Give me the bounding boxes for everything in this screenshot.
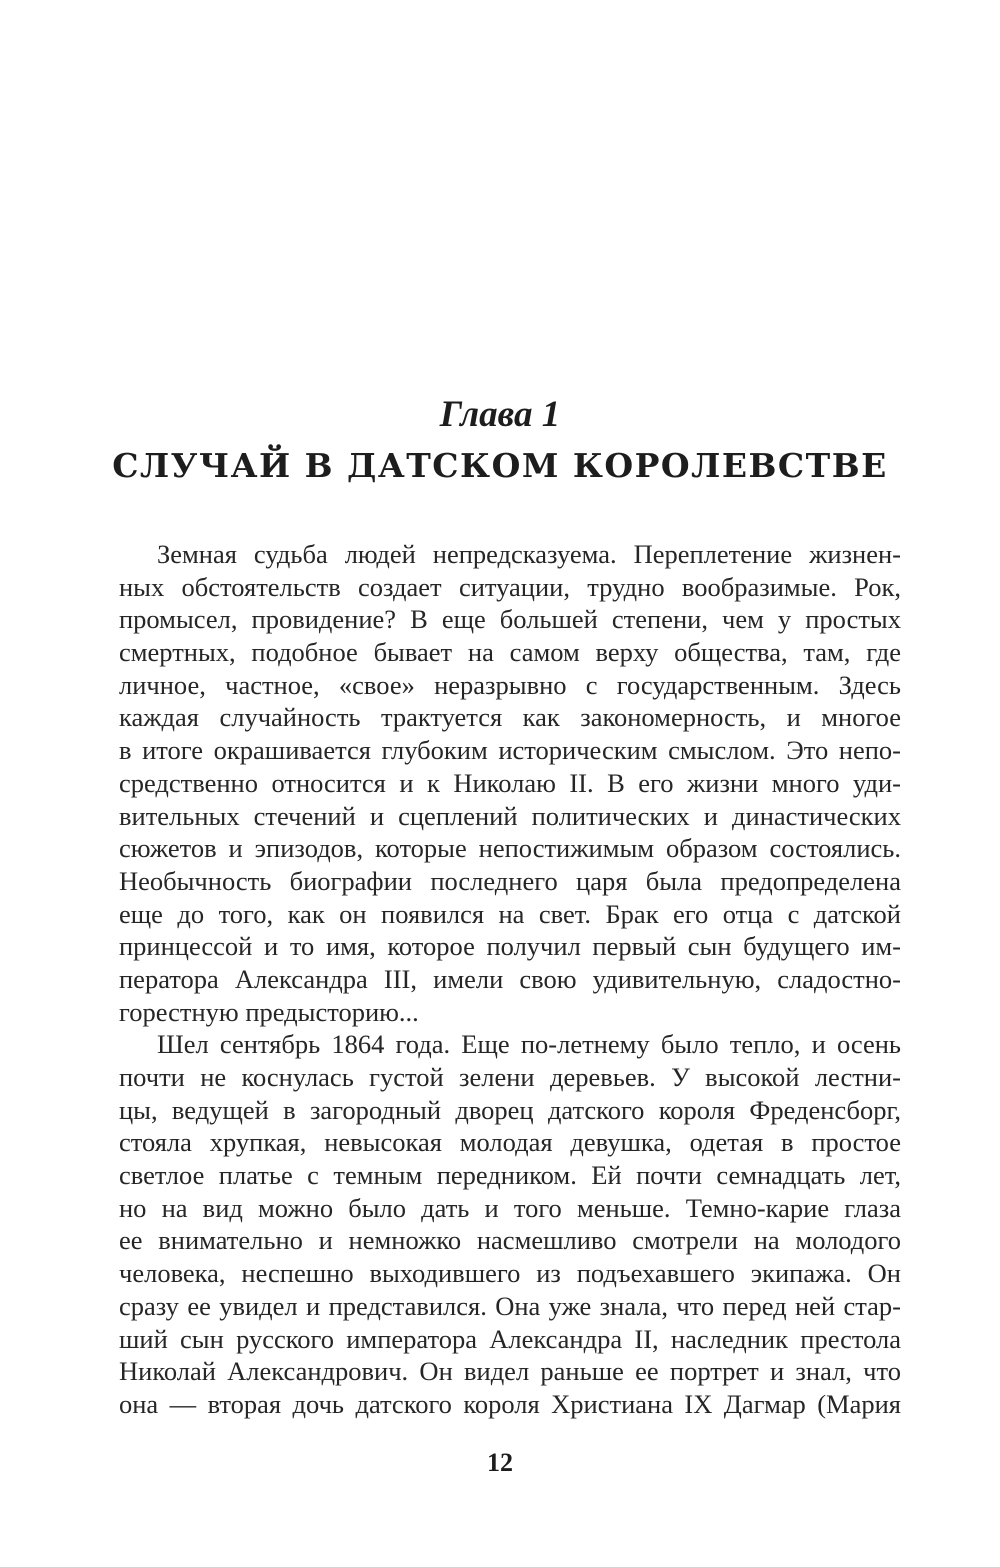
chapter-title: СЛУЧАЙ В ДАТСКОМ КОРОЛЕВСТВЕ: [112, 446, 888, 485]
text-line: но на вид можно было дать и того меньше. Темно-карие глаза: [119, 1192, 901, 1223]
text-line: горестную предысторию...: [119, 996, 419, 1027]
text-line: Шел сентябрь 1864 года. Еще по-летнему было тепло, и осень: [157, 1029, 901, 1060]
text-line: вительных стечений и сцеплений политических и династических: [119, 800, 901, 831]
text-line: сразу ее увидел и представился. Она уже знала, что перед ней стар-: [119, 1290, 901, 1321]
text-line: средственно относится и к Николаю II. В его жизни много уди-: [119, 767, 901, 798]
paragraph: [119, 1028, 901, 1420]
text-line: смертных, подобное бывает на самом верху общества, там, где: [119, 637, 901, 668]
text-line: принцессой и то имя, которое получил первый сын будущего им-: [119, 931, 901, 962]
text-line: человека, неспешно выходившего из подъехавшего экипажа. Он: [119, 1258, 901, 1289]
text-line: стояла хрупкая, невысокая молодая девушка, одетая в простое: [119, 1127, 901, 1158]
body-text: [119, 538, 901, 1421]
text-line: ее внимательно и немножко насмешливо смотрели на молодого: [119, 1225, 901, 1256]
paragraph: [119, 538, 901, 1028]
text-line: Николай Александрович. Он видел раньше ее портрет и знал, что: [119, 1356, 901, 1387]
text-line: ных обстоятельств создает ситуации, трудно вообразимые. Рок,: [119, 571, 901, 602]
text-line: цы, ведущей в загородный дворец датского короля Фреденсборг,: [119, 1094, 901, 1125]
text-line: Земная судьба людей непредсказуема. Переплетение жизнен-: [157, 539, 901, 569]
text-line: почти не коснулась густой зелени деревьев. У высокой лестни-: [119, 1062, 901, 1092]
text-line: ший сын русского императора Александра II, наследник престола: [119, 1323, 901, 1354]
text-line: в итоге окрашивается глубоким историческим смыслом. Это непо-: [119, 735, 901, 766]
text-line: светлое платье с темным передником. Ей почти семнадцать лет,: [119, 1160, 901, 1191]
text-line: ператора Александра III, имели свою удивительную, сладостно-: [119, 963, 901, 994]
text-line: еще до того, как он появился на свет. Брак его отца с датской: [119, 898, 901, 929]
text-line: личное, частное, «свое» неразрывно с государственным. Здесь: [119, 669, 901, 700]
page-number: 12: [487, 1448, 513, 1477]
text-line: она — вторая дочь датского короля Христиана IX Дагмар (Мария: [119, 1388, 901, 1419]
text-line: промысел, провидение? В еще большей степени, чем у простых: [119, 604, 901, 635]
text-line: Необычность биографии последнего царя была предопределена: [119, 865, 901, 896]
text-line: сюжетов и эпизодов, которые непостижимым образом состоялись.: [119, 833, 901, 864]
text-line: каждая случайность трактуется как закономерность, и многое: [119, 702, 901, 733]
chapter-label: Глава 1: [439, 394, 561, 435]
